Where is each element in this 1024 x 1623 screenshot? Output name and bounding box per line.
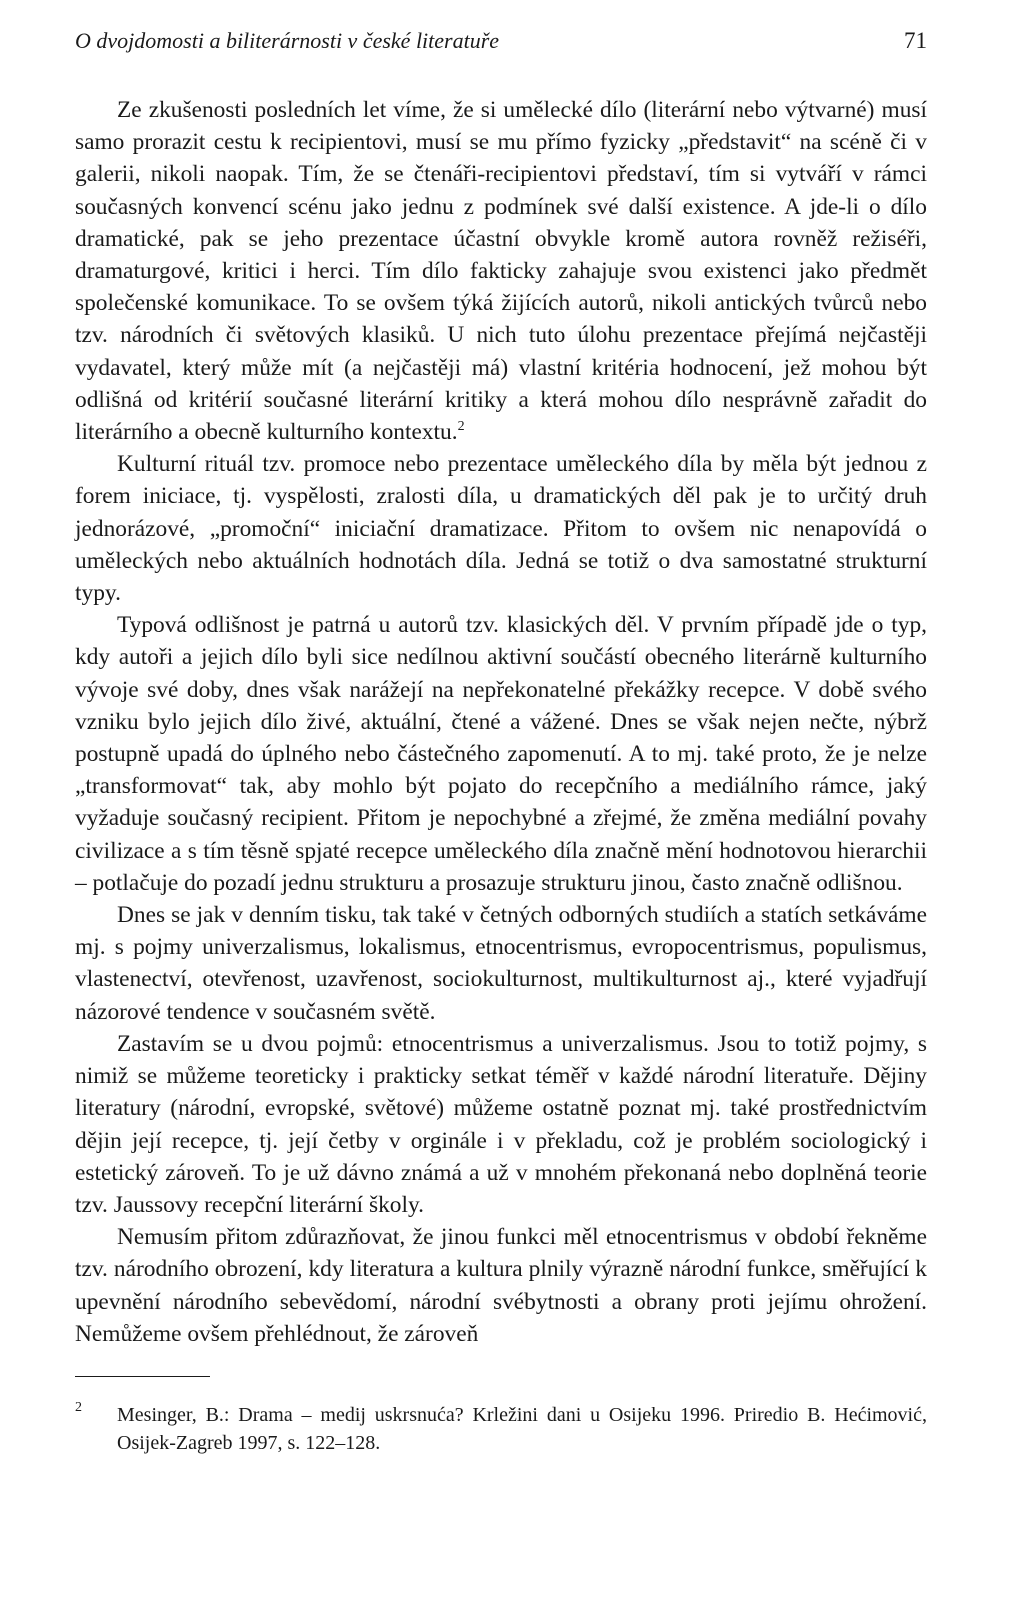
footnote-reference: 2	[457, 419, 465, 435]
paragraph-text: Ze zkušenosti posledních let víme, že si umělecké dílo (literární nebo výtvarné) musí samo prorazit cestu k recipientovi, musí se mu přímo fyzicky „představit“ na scéně či v galerii, nikoli naopak. Tím, že se čtenáři-recipientovi představí, tím si vytváří v rámci současných konvencí scénu jako jednu z podmínek své další existence. A jde-li o dílo dramatické, pak se jeho prezentace účastní obvykle kromě autora rovněž režiséři, dramaturgové, kritici i herci. Tím dílo fakticky zahajuje svou existenci jako předmět společenské komunikace. To se ovšem týká žijících autorů, nikoli antických tvůrců nebo tzv. národních či světových klasiků. U nich tuto úlohu prezentace přejímá nejčastěji vydavatel, který může mít (a nejčastěji má) vlastní kritéria hodnocení, jež mohou být odlišná od kritérií současné literární kritiky a která mohou dílo nesprávně zařadit do literárního a obecně kulturního kontextu.	[75, 97, 927, 446]
paragraph: Zastavím se u dvou pojmů: etnocentrismus a univerzalismus. Jsou to totiž pojmy, s nimiž se můžeme teoreticky i prakticky setkat téměř v každé národní literatuře. Dějiny literatury (národní, evropské, světové) můžeme ostatně poznat mj. také prostřednictvím dějin její recepce, tj. její četby v orginále i v překladu, což je problém sociologický i estetický zároveň. To je už dávno známá a už v mnohém překonaná nebo doplněná teorie tzv. Jaussovy recepční literární školy.	[75, 1030, 927, 1218]
paragraph: Nemusím přitom zdůrazňovat, že jinou funkci měl etnocentrismus v období řekněme tzv. národního obrození, kdy literatura a kultura plnily výrazně národní funkce, směřující k upevnění národního sebevědomí, národní svébytnosti a obrany proti jejímu ohrožení. Nemůžeme ovšem přehlédnout, že zároveň	[75, 1224, 927, 1347]
paragraph: Typová odlišnost je patrná u autorů tzv. klasických děl. V prvním případě jde o typ, kdy autoři a jejich dílo byli sice nedílnou aktivní součástí obecného literárně kulturního vývoje své doby, dnes však narážejí na nepřekonatelné překážky recepce. V době svého vzniku bylo jejich dílo živé, aktuální, čtené a vážené. Dnes se však nejen nečte, nýbrž postupně upadá do úplného nebo částečného zapomenutí. A to mj. také proto, že je nelze „transformovat“ tak, aby mohlo být pojato do recepčního a mediálního rámce, jaký vyžaduje současný recipient. Přitom je nepochybné a zřejmé, že změna mediální povahy civilizace a s tím těsně spjaté recepce uměleckého díla značně mění hodnotovou hierarchii – potlačuje do pozadí jednu strukturu a prosazuje strukturu jinou, často značně odlišnou.	[75, 612, 927, 896]
paragraph: Kulturní rituál tzv. promoce nebo prezentace uměleckého díla by měla být jednou z forem iniciace, tj. vyspělosti, zralosti díla, u dramatických děl pak je to určitý druh jednorázové, „promoční“ iniciační dramatizace. Přitom to ovšem nic nenapovídá o uměleckých nebo aktuálních hodnotách díla. Jedná se totiž o dva samostatné strukturní typy.	[75, 451, 927, 607]
running-title: O dvojdomosti a biliterárnosti v české literatuře	[75, 28, 500, 53]
running-head	[75, 28, 927, 54]
page-number: 71	[904, 28, 927, 53]
paragraph: Dnes se jak v denním tisku, tak také v četných odborných studiích a statích setkáváme mj. s pojmy univerzalismus, lokalismus, etnocentrismus, evropocentrismus, populismus, vlastenectví, otevřenost, uzavřenost, sociokulturnost, multikulturnost aj., které vyjadřují názorové tendence v současném světě.	[75, 902, 927, 1025]
footnote-text: Mesinger, B.: Drama – medij uskrsnuća? Krležini dani u Osijeku 1996. Priredio B. Hećimović, Osijek-Zagreb 1997, s. 122–128.	[117, 1403, 927, 1454]
footnote-number: 2	[75, 1399, 82, 1415]
footnote	[75, 1401, 927, 1457]
footnote-divider	[75, 1376, 210, 1377]
paragraph	[75, 94, 927, 448]
body-text	[75, 94, 927, 1350]
book-page	[75, 28, 927, 1457]
